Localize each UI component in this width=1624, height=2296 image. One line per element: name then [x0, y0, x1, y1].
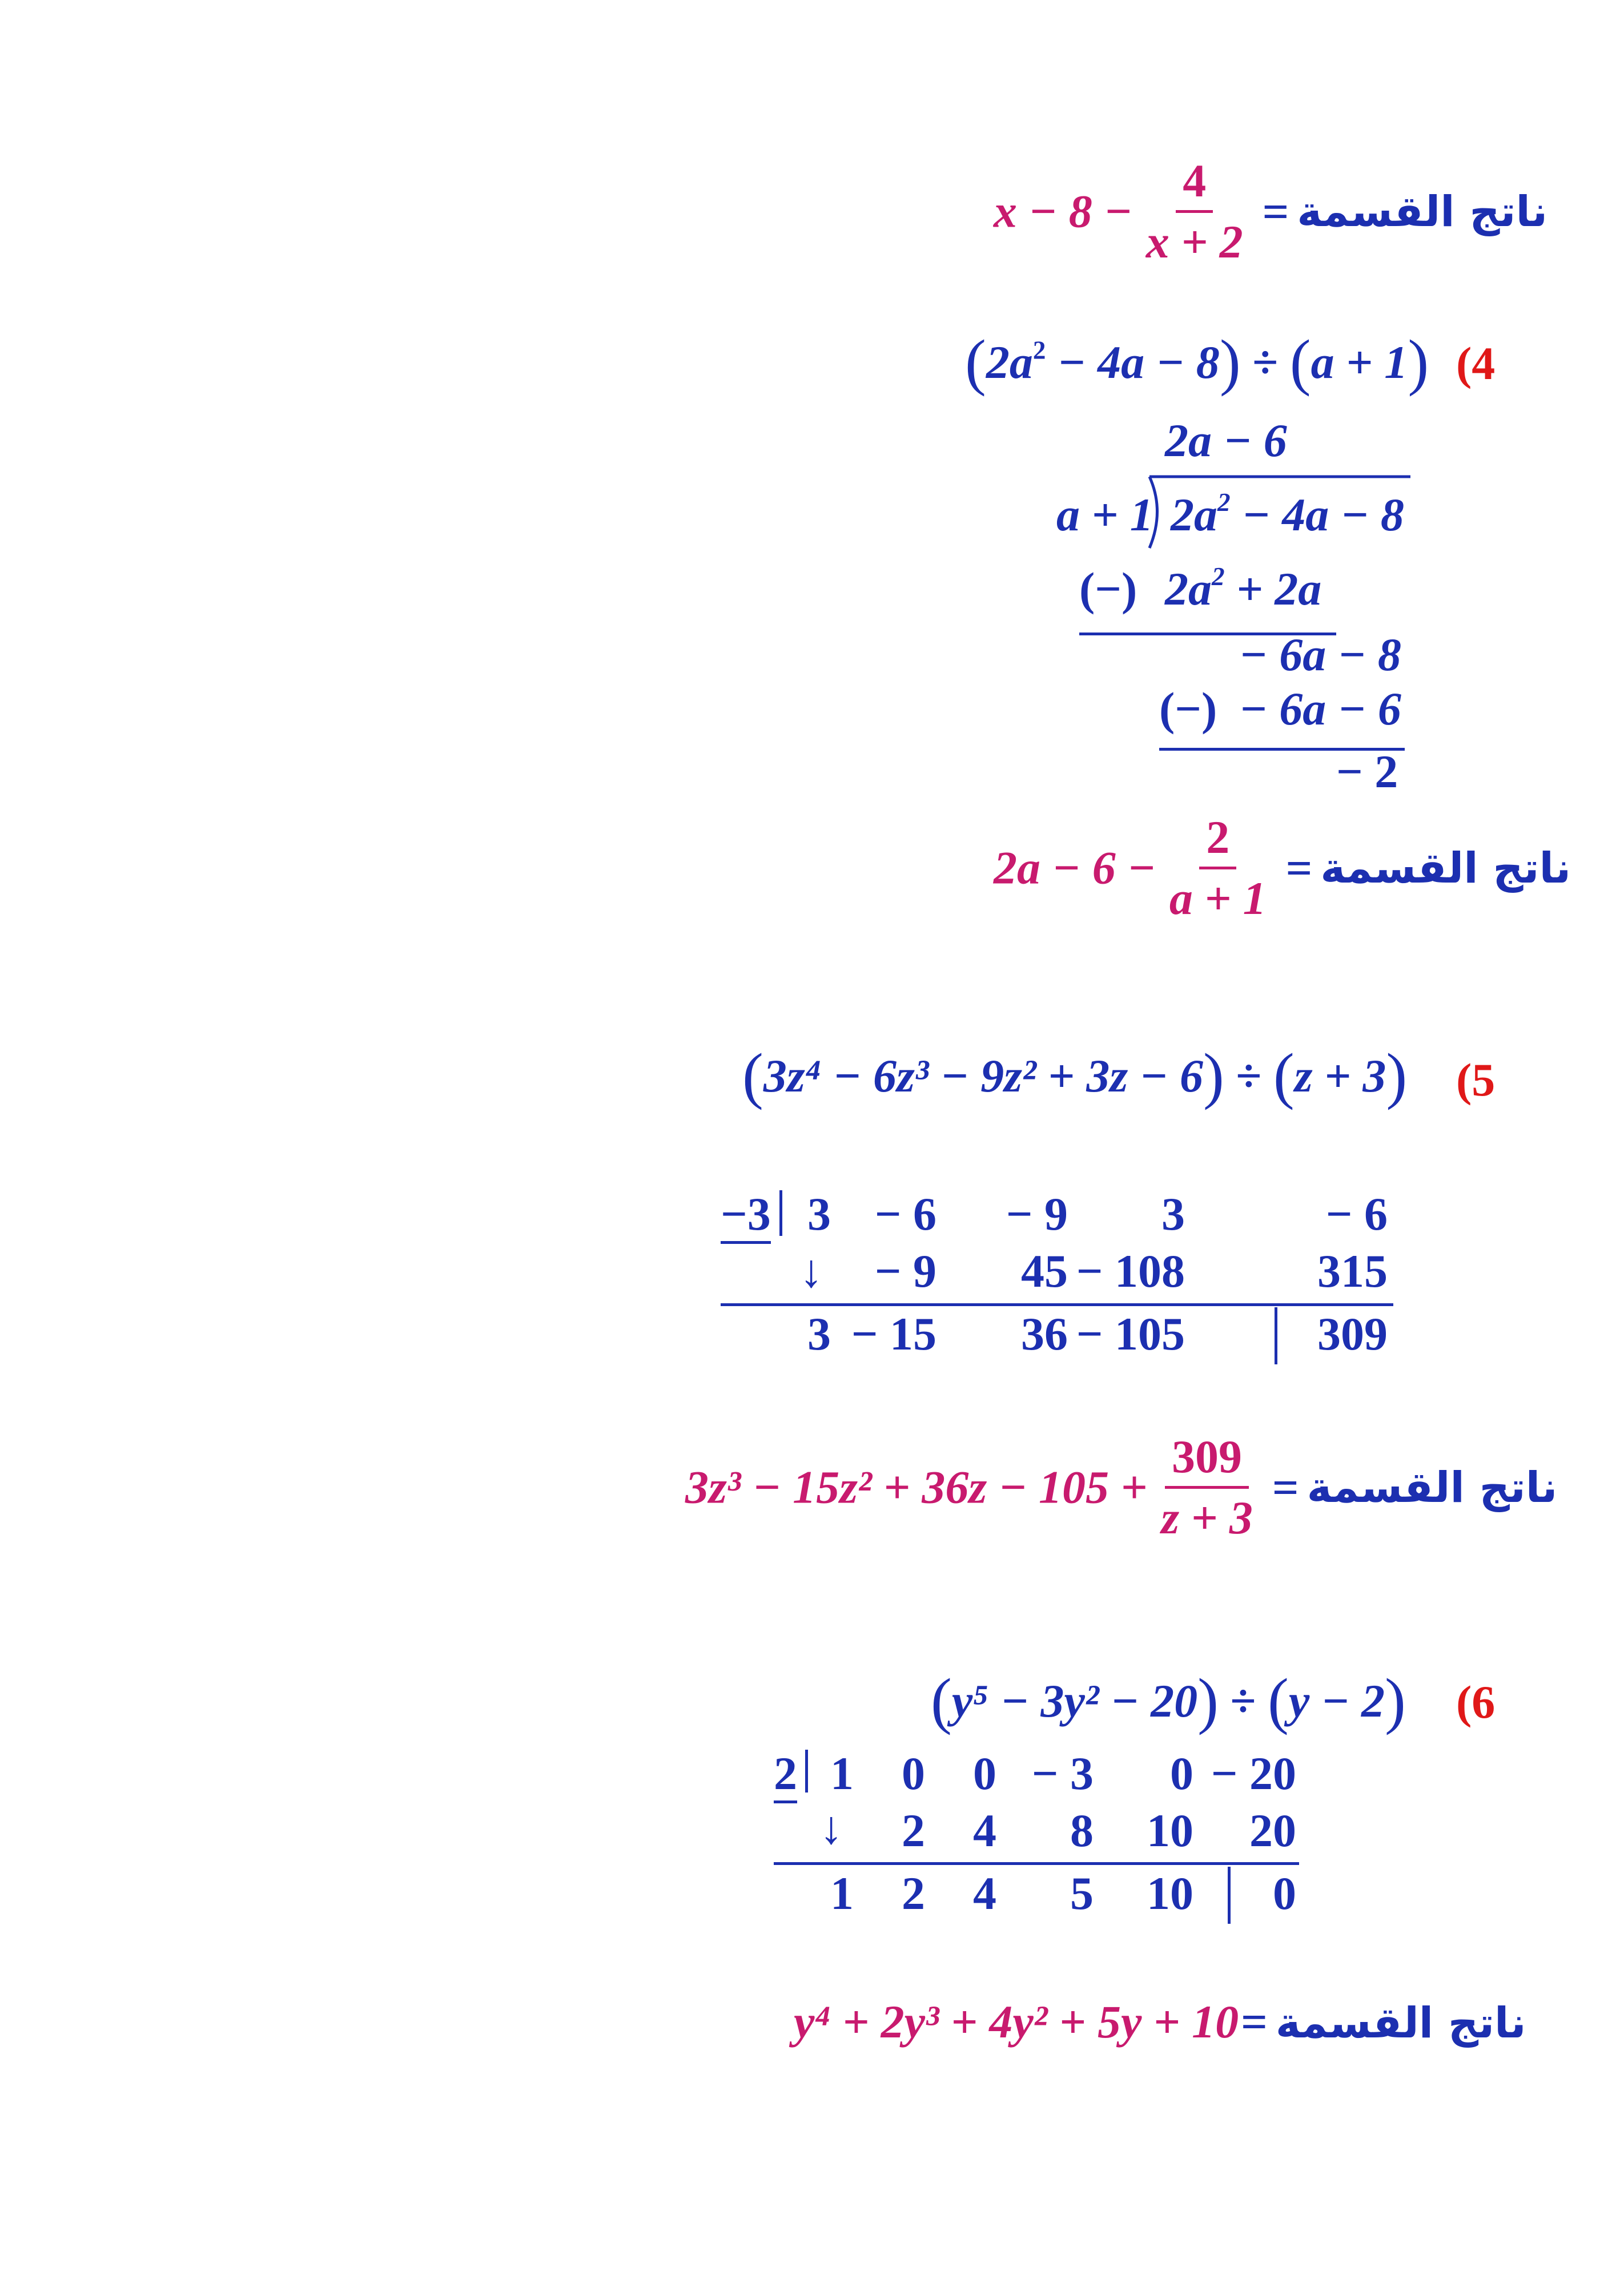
- ex4-problem: [965, 325, 1429, 398]
- ex5-row1-cell: 3: [1161, 1188, 1185, 1240]
- ex6-quotient: y⁴ + 2y³ + 4y² + 5y + 10: [794, 1996, 1239, 2048]
- close-paren: ): [1386, 1040, 1408, 1110]
- ex6-row1-cell: 0: [902, 1747, 925, 1799]
- ex5-number: (5: [1456, 1054, 1496, 1106]
- ld-quotient: 2a − 6: [1165, 414, 1287, 466]
- ex5-rule: [721, 1303, 1393, 1306]
- ex6-divisor: y − 2: [1288, 1675, 1385, 1727]
- ex6-row3-cell: 10: [1147, 1867, 1193, 1919]
- ex6-problem: [931, 1664, 1406, 1737]
- ex5-row2-cell: 45: [1021, 1245, 1068, 1297]
- equals-sign: =: [1285, 841, 1313, 894]
- ex6-row3-cell: 1: [830, 1867, 854, 1919]
- ex5-remainder-fraction: [1154, 1430, 1260, 1545]
- ex5-quotient-lead: 3z³ − 15z² + 36z − 105 +: [685, 1461, 1148, 1513]
- exponent: 2: [1212, 562, 1225, 591]
- result-label: ناتج القسمة: [1275, 1999, 1526, 2048]
- ld-subtrahend-2: − 6a − 6: [1239, 683, 1401, 735]
- close-paren: ): [1203, 1040, 1224, 1110]
- ex6-row3-cell: 5: [1070, 1867, 1094, 1919]
- ld-sub1-b: + 2a: [1224, 563, 1322, 615]
- ex6-row2-cell: 2: [902, 1804, 925, 1856]
- ex5-divisor: z + 3: [1294, 1050, 1386, 1102]
- ex5-row1-cell: − 9: [1006, 1188, 1068, 1240]
- open-paren: (: [742, 1040, 763, 1110]
- open-paren: (: [1289, 327, 1311, 397]
- ex4-fraction-denominator: a + 1: [1169, 872, 1267, 924]
- ex5-row1-cell: − 6: [1325, 1188, 1388, 1240]
- ex6-row2-cell: 4: [973, 1804, 996, 1856]
- ex6-number: (6: [1456, 1676, 1496, 1728]
- ex5-row1-cell: 3: [807, 1188, 831, 1240]
- ex5-row3-cell: 36: [1021, 1308, 1068, 1360]
- ex6-row2-cell: 10: [1147, 1804, 1193, 1856]
- ex6-row1-cell: 0: [973, 1747, 996, 1799]
- ex6-row1-cell: 1: [830, 1747, 854, 1799]
- ex6-row2-cell: 20: [1249, 1804, 1296, 1856]
- divide-sign: ÷: [1236, 1050, 1262, 1102]
- ex5-row3-cell: 3: [807, 1308, 831, 1360]
- ex4-fraction-numerator: 2: [1199, 811, 1236, 869]
- ld-divisor: a + 1: [1056, 489, 1153, 541]
- ld-subtract-sign-1: [1079, 562, 1137, 616]
- ex5-row2-cell: 315: [1317, 1245, 1388, 1297]
- equals-sign: =: [1262, 185, 1289, 237]
- ex5-fraction-denominator: z + 3: [1161, 1492, 1253, 1544]
- ex4-dividend-a: 2a: [986, 336, 1033, 389]
- result-label: ناتج القسمة: [1307, 1463, 1558, 1512]
- ex6-arrow-icon: ↓: [819, 1802, 843, 1854]
- ld-subtrahend-1: [1165, 562, 1321, 616]
- ld-remainder-1: − 6a − 8: [1239, 629, 1401, 680]
- ex6-row2-cell: 8: [1070, 1804, 1094, 1856]
- ex5-root: −3: [721, 1187, 771, 1244]
- open-paren: (: [1273, 1040, 1295, 1110]
- ex5-fraction-numerator: 309: [1165, 1430, 1249, 1489]
- ex3-quotient-lead: x − 8 −: [994, 185, 1132, 237]
- ex4-result: [994, 811, 1571, 936]
- equals-sign: =: [1241, 1996, 1268, 2048]
- ex3-remainder-fraction: [1139, 154, 1250, 269]
- ex3-fraction-numerator: 4: [1176, 154, 1213, 213]
- ex3-result: [994, 154, 1547, 280]
- equals-sign: =: [1272, 1461, 1299, 1513]
- open-paren: (: [1268, 1665, 1289, 1735]
- ex5-remainder-bar: [1275, 1307, 1277, 1364]
- ex6-remainder-bar: [1228, 1867, 1231, 1924]
- close-paren: ): [1197, 1665, 1219, 1735]
- ex5-dividend: 3z⁴ − 6z³ − 9z² + 3z − 6: [763, 1050, 1203, 1102]
- ld-dividend: [1171, 488, 1404, 542]
- close-paren: ): [1408, 327, 1429, 397]
- ex4-remainder-fraction: [1163, 811, 1273, 925]
- ex5-row3-cell: − 105: [1076, 1308, 1185, 1360]
- ex6-row3-cell: 2: [902, 1867, 925, 1919]
- ld-minus-sign: (−): [1159, 683, 1217, 735]
- ex6-dividend: y⁵ − 3y² − 20: [951, 1675, 1198, 1727]
- ex6-root: 2: [774, 1747, 797, 1803]
- ex5-row2-cell: − 9: [874, 1245, 936, 1297]
- ex6-row3-cell: 4: [973, 1867, 996, 1919]
- ex6-result: [794, 1995, 1526, 2049]
- close-paren: ): [1219, 327, 1241, 397]
- ex5-problem: [742, 1039, 1407, 1112]
- ex5-row3-cell: − 15: [851, 1308, 936, 1360]
- ex4-divisor: a + 1: [1311, 336, 1408, 389]
- ex6-row1-cell: − 3: [1031, 1747, 1094, 1799]
- ld-dividend-a: 2a: [1171, 489, 1217, 541]
- ex4-number: (4: [1456, 337, 1496, 389]
- ex6-row1-cell: 0: [1170, 1747, 1193, 1799]
- result-label: ناتج القسمة: [1297, 187, 1548, 236]
- exponent: 2: [1217, 488, 1231, 517]
- ex6-rule: [774, 1862, 1299, 1865]
- ex3-fraction-denominator: x + 2: [1145, 216, 1243, 268]
- ex4-dividend-b: − 4a − 8: [1046, 336, 1220, 389]
- ld-sub1-a: 2a: [1165, 563, 1212, 615]
- ex5-arrow-icon: ↓: [799, 1245, 823, 1297]
- ex5-row1-cell: − 6: [874, 1188, 936, 1240]
- exponent: 2: [1032, 336, 1046, 365]
- ld-remainder-2: − 2: [1336, 746, 1398, 797]
- ld-dividend-b: − 4a − 8: [1230, 489, 1404, 541]
- ex6-row3-cell: 0: [1273, 1867, 1296, 1919]
- ld-minus-sign: (−): [1079, 563, 1137, 615]
- open-paren: (: [931, 1665, 952, 1735]
- divide-sign: ÷: [1252, 336, 1279, 389]
- ex5-row2-cell: − 108: [1076, 1245, 1185, 1297]
- ex5-row3-cell: 309: [1317, 1308, 1388, 1360]
- result-label: ناتج القسمة: [1320, 843, 1571, 893]
- ld-subtract-sign-2: [1159, 682, 1217, 736]
- ex5-result: [685, 1430, 1557, 1556]
- close-paren: ): [1385, 1665, 1406, 1735]
- open-paren: (: [965, 327, 986, 397]
- divide-sign: ÷: [1230, 1675, 1256, 1727]
- ex4-quotient-lead: 2a − 6 −: [994, 841, 1156, 894]
- ex6-row1-cell: − 20: [1211, 1747, 1296, 1799]
